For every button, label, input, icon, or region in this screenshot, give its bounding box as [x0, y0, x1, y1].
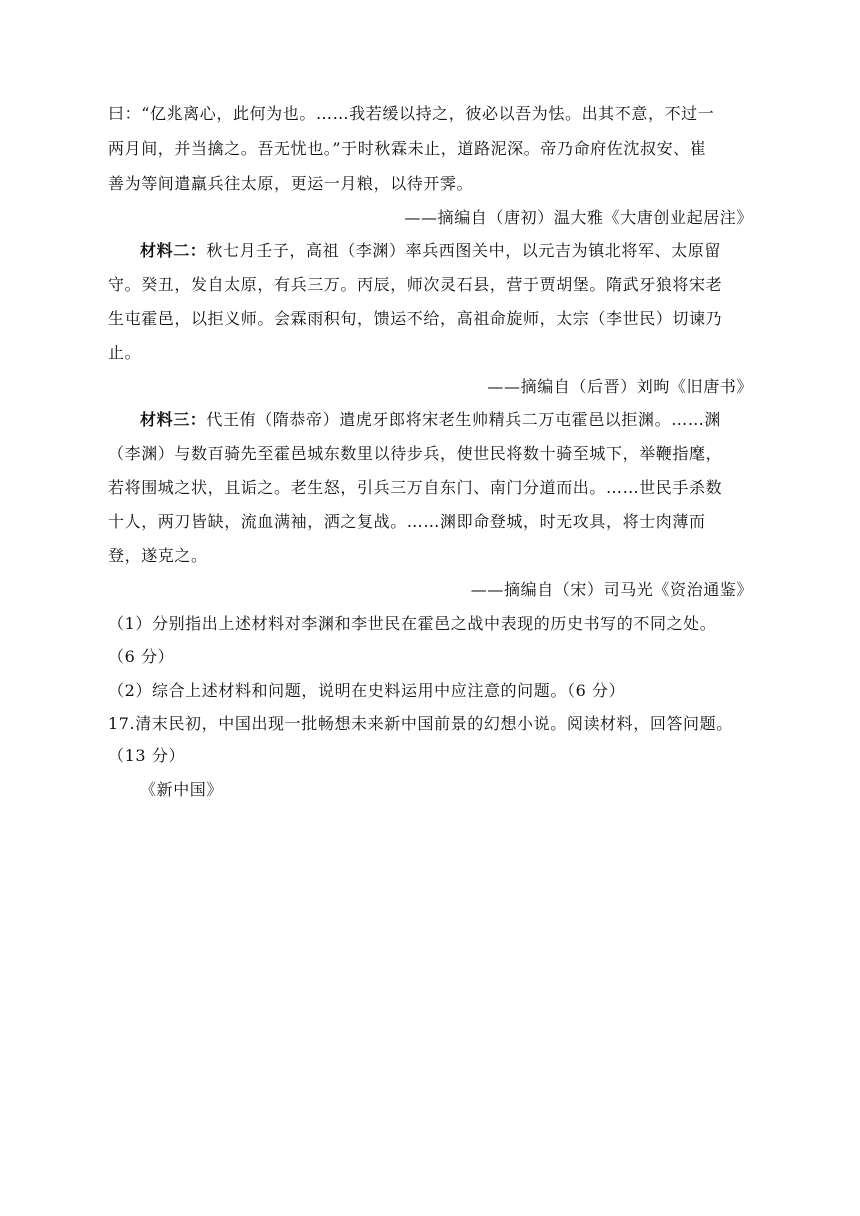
question-17-line-1: 17.清末民初，中国出现一批畅想未来新中国前景的幻想小说。阅读材料，回答问题。	[108, 714, 733, 733]
material3-line-4: 十人，两刀皆缺，流血满袖，洒之复战。……渊即命登城，时无攻具，将士肉薄而	[108, 512, 706, 531]
material1-line-3: 善为等间遣羸兵往太原，更运一月粮，以待开霁。	[108, 174, 474, 193]
material3-first-line	[140, 410, 753, 430]
material3-source: ——摘编自（宋）司马光《资治通鉴》	[470, 580, 753, 599]
material2-line-3: 生屯霍邑，以拒义师。会霖雨积旬，馈运不给，高祖命旋师，太宗（李世民）切谏乃	[108, 309, 723, 328]
material3-label: 材料三：	[140, 410, 207, 429]
question-1-line-2: （6 分）	[108, 647, 175, 666]
material3-line-5: 登，遂克之。	[108, 546, 208, 565]
material3-line-2: （李渊）与数百骑先至霍邑城东数里以待步兵，使世民将数十骑至城下，举鞭指麾，	[108, 444, 723, 463]
material2-text: 秋七月壬子，高祖（李渊）率兵西图关中，以元吉为镇北将军、太原留	[206, 241, 722, 260]
question-17-title: 《新中国》	[140, 780, 224, 799]
material2-first-line	[140, 241, 753, 261]
material3-text: 代王侑（隋恭帝）遣虎牙郎将宋老生帅精兵二万屯霍邑以拒渊。……渊	[206, 410, 722, 429]
question-17-line-2: （13 分）	[108, 746, 186, 765]
material2-source: ——摘编自（后晋）刘昫《旧唐书》	[487, 377, 753, 396]
material3-line-3: 若将围城之状，且诟之。老生怒，引兵三万自东门、南门分道而出。……世民手杀数	[108, 478, 723, 497]
question-2: （2）综合上述材料和问题，说明在史料运用中应注意的问题。（6 分）	[108, 681, 626, 700]
material2-label: 材料二：	[140, 241, 207, 260]
material2-line-4: 止。	[108, 343, 142, 362]
material2-line-2: 守。癸丑，发自太原，有兵三万。丙辰，师次灵石县，营于贾胡堡。隋武牙狼将宋老	[108, 275, 723, 294]
material1-line-2: 两月间，并当擒之。吾无忧也。”于时秋霖未止，道路泥深。帝乃命府佐沈叔安、崔	[108, 139, 707, 158]
material1-line-1: 曰：“亿兆离心，此何为也。……我若缓以持之，彼必以吾为怯。出其不意，不过一	[108, 104, 715, 123]
material1-source: ——摘编自（唐初）温大雅《大唐创业起居注》	[404, 208, 753, 227]
question-1-line-1: （1）分别指出上述材料对李渊和李世民在霍邑之战中表现的历史书写的不同之处。	[108, 614, 717, 633]
